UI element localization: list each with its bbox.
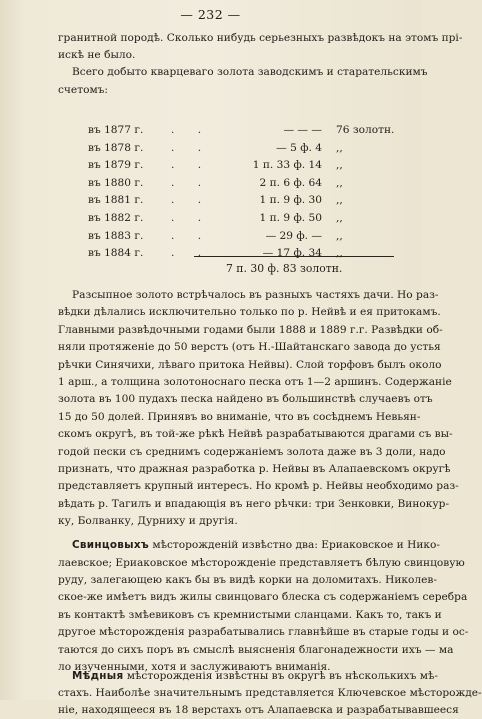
ledger-unit: ,,	[336, 176, 343, 189]
lead-line	[58, 537, 440, 554]
text-line: 1 арш., а толщина золотоноснаго песка отъ 1—2 аршинъ. Содержаніе	[58, 376, 452, 388]
ledger-year: въ 1881 г.	[88, 194, 144, 207]
text-line: Разсыпное золото встрѣчалось въ разныхъ частяхъ дачи. Но раз-	[72, 289, 439, 301]
ledger-amount: 1 п. 9 ф. 50	[259, 211, 322, 224]
ledger-dots: . .	[171, 194, 212, 207]
text-line: золота въ 100 пудахъ песка найдено въ большинствѣ случаевъ отъ	[58, 393, 433, 406]
ledger-unit: ,,	[336, 159, 343, 172]
ledger-year: въ 1884 г.	[88, 247, 144, 260]
ledger-dots: . .	[171, 176, 212, 189]
lead-rest: мѣсторожденій извѣстно два: Ериаковское и Нико-	[148, 539, 440, 551]
text-line: признать, что дражная разработка р. Нейвы въ Алапаевскомъ округѣ	[58, 463, 451, 475]
text-line: лаевское; Ериаковское мѣсторожденіе представляетъ бѣлую свинцовую	[58, 556, 465, 569]
ledger-year: въ 1880 г.	[88, 176, 144, 189]
ledger-unit: ,,	[336, 194, 343, 207]
ledger-unit: ,,	[336, 211, 343, 224]
lead-rest: мѣсторожденія извѣстны въ округѣ въ нѣсколькихъ мѣ-	[123, 670, 438, 682]
ledger-dots: . .	[171, 124, 212, 136]
text-line: 15 до 50 долей. Принявъ во вниманіе, что въ сосѣднемъ Невьян-	[58, 410, 421, 423]
ledger-year: въ 1877 г.	[88, 124, 144, 136]
section-lead: Свинцовыхъ	[72, 539, 149, 551]
ledger-year: въ 1879 г.	[88, 159, 144, 172]
text-line: гранитной породѣ. Сколько нибудь серьезныхъ развѣдокъ на этомъ прі-	[58, 32, 463, 44]
text-line: ло изученными, хотя и заслуживаютъ вниманія.	[58, 660, 331, 673]
page-number: — 232 —	[180, 7, 241, 22]
ledger-unit: 76 золотн.	[336, 124, 395, 136]
ledger-amount: 1 п. 33 ф. 14	[252, 159, 322, 172]
ledger-amount: — 29 ф. —	[265, 229, 322, 242]
lead-line	[58, 668, 438, 685]
ledger-dots: . .	[171, 247, 212, 260]
ledger-amount: — 17 ф. 34	[262, 247, 322, 260]
ledger-row	[88, 157, 393, 175]
ledger-unit: ,,	[336, 229, 343, 242]
text-line: Главными развѣдочными годами были 1888 и 1889 г.г. Развѣдки об-	[58, 323, 443, 336]
ledger-unit: ,,	[336, 247, 343, 260]
text-line: няли протяженіе до 50 верстъ (отъ Н.-Шайтанскаго завода до устья	[58, 341, 441, 354]
ledger-dots: . .	[171, 229, 212, 242]
text-line: руду, залегающею какъ бы въ видѣ корки на доломитахъ. Николев-	[58, 573, 437, 586]
ledger-amount: 1 п. 9 ф. 30	[259, 194, 322, 207]
text-line: ское-же имѣетъ видъ жилы свинцоваго блеска съ содержаніемъ серебра	[58, 591, 468, 604]
ledger-row	[88, 245, 393, 263]
ledger-row	[88, 210, 393, 228]
ledger-amount: 2 п. 6 ф. 64	[259, 176, 322, 189]
ledger-row	[88, 122, 393, 140]
ledger-year: въ 1878 г.	[88, 141, 144, 154]
text-line: годой пески съ среднимъ содержаніемъ золота даже въ 3 доли, надо	[58, 445, 446, 458]
gold-output-table	[88, 122, 393, 263]
ledger-amount: — 5 ф. 4	[276, 141, 322, 154]
text-line: ку, Болванку, Дурниху и другія.	[58, 515, 238, 528]
ledger-year: въ 1883 г.	[88, 229, 144, 242]
text-line: вѣдать р. Тагилъ и впадающія въ него рѣчки: три Зенковки, Винокур-	[58, 497, 450, 510]
ledger-row	[88, 192, 393, 210]
text-line: другое мѣсторожденія разрабатывались главнѣйше въ старые годы и ос-	[58, 626, 469, 639]
ledger-year: въ 1882 г.	[88, 211, 144, 224]
text-line: вѣдки дѣлались исключительно только по р. Нейвѣ и ея притокамъ.	[58, 306, 441, 319]
ledger-amount: — — —	[283, 124, 322, 136]
text-line: стахъ. Наиболѣе значительнымъ представляется Ключевское мѣсторожде-	[58, 687, 482, 699]
ledger-unit: ,,	[336, 141, 343, 154]
text-line: счетомъ:	[58, 83, 108, 96]
ledger-dots: . .	[171, 159, 212, 172]
text-line: ніе, находящееся въ 18 верстахъ отъ Алапаевска и разрабатывавшееся	[58, 704, 459, 717]
total-amount: 7 п. 30 ф. 83 золотн.	[226, 262, 343, 275]
text-line: искѣ не было.	[58, 49, 136, 62]
text-line: рѣчки Синячихи, лѣваго притока Нейвы). Слой торфовъ былъ около	[58, 358, 442, 371]
text-line: представляетъ крупный интересъ. Но кромѣ р. Нейвы необходимо раз-	[58, 480, 459, 493]
ledger-row	[88, 228, 393, 246]
ledger-dots: . .	[171, 211, 212, 224]
ledger-row	[88, 140, 393, 158]
ledger-dots: . .	[171, 141, 212, 154]
text-line: таются до сихъ поръ въ смыслѣ выясненія благонадежности ихъ — ма	[58, 643, 454, 656]
section-lead: Мѣдныя	[72, 670, 124, 682]
total-rule	[194, 256, 394, 257]
text-line: Всего добыто кварцеваго золота заводскимъ и старательскимъ	[72, 66, 428, 79]
text-line: скомъ округѣ, въ той-же рѣкѣ Нейвѣ разрабатываются драгами съ вы-	[58, 428, 453, 441]
ledger-row	[88, 175, 393, 193]
text-line: въ контактѣ змѣевиковъ съ кремнистыми сланцами. Какъ то, такъ и	[58, 608, 442, 621]
